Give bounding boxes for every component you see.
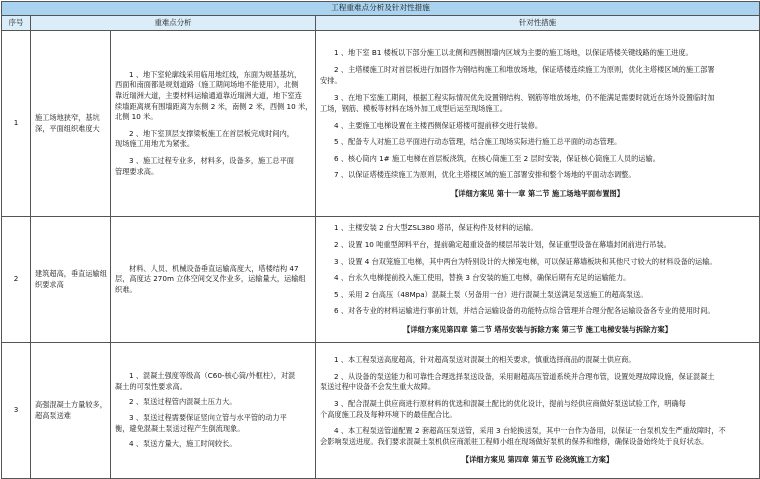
analysis-cell [111,343,316,479]
reference-note: 【详细方案见 第四章 第五节 砼浇筑施工方案】 [461,455,614,465]
analysis-line: 3 、泵送过程需要保证竖向立管与水平管的动力平 [129,413,287,422]
header-difficulty: 重难点分析 [31,16,316,31]
analysis-line: 管理要求高。 [115,166,159,176]
difficulty-cell [31,31,111,217]
table-title-row [2,2,760,16]
row-number: 1 [2,31,31,217]
analysis-line: 2 、泵送过程管内混凝土压力大。 [129,397,237,407]
measure-line: 泵送过程中设备不会发生重大故障。 [320,382,436,392]
analysis-line: 3 、施工过程专业多，材料多，设备多，施工总平面 [129,155,294,165]
measure-line: 4 、本工程泵送管道配置 2 套超高压泵送管，采用 3 台轮换送泵，其中一台作为备用，以保证一台泵机发生严重故障时，不 [334,426,726,436]
header-measures: 针对性措施 [316,16,760,31]
analysis-cell [111,217,316,343]
row-number: 2 [2,217,31,343]
analysis-line: 2 、地下室顶层支撑梁板施工在首层板完成时间内， [129,128,294,138]
measure-line: 4 、台永久电梯提前投入施工使用，替换 3 台安装的施工电梯，确保后期有充足的运输能力。 [334,273,631,283]
measures-cell [316,31,760,217]
analysis-line: 靠近瑞洲大道，主要材料运输通道靠近瑞洲大道，地下室连 [115,91,302,101]
measure-line: 7 、以保证塔楼连续施工为原则，优化主塔楼区域的施工部署安排和整个场地的平面动态调整。 [334,170,636,180]
measure-line: 3 、配合混凝土供应商进行原材料的优选和混凝土配比的优化设计，提前与经供应商做好泵送试验工作，明确每 [334,398,686,408]
analysis-line: 织难。 [115,284,137,294]
difficulty-cell [31,343,111,479]
measure-line: 会影响泵送进度。我们要求混凝土泵机供应商派驻工程师小组在现场做好泵机的保养和维修，确保设备始终处于良好状态。 [320,436,709,446]
measures-cell [316,217,760,343]
analysis-line: 4 、泵送方量大，施工时间较长。 [129,439,237,449]
analysis-line: 衡，避免混凝土泵送过程产生倒流现象。 [115,423,245,433]
measures-cell [316,343,760,479]
measure-line: 1 、主楼安装 2 台大型ZSL380 塔吊，保证构件及材料的运输。 [334,223,538,233]
analysis-line: 续墙距离规有围墙距离为东侧 2 米，南侧 2 米，西侧 10 米， [115,101,313,111]
analysis-line: 凝土的可泵性要求高。 [115,381,187,391]
difficulty-line: 高强混凝土方量较多， [35,399,107,409]
analysis-line: 北侧 10 米。 [115,112,158,122]
measure-line: 3 、设置 4 台双笼施工电梯，其中两台为特别设计的大梯笼电梯，可以保证幕墙板块和其他尺寸较大的材料设备的运输。 [334,256,717,266]
measure-line: 安排。 [320,75,342,85]
difficulty-line: 建筑超高，垂直运输组 [35,268,107,278]
analysis-line: 1 、混凝土强度等级高（C60-核心筒/外框柱），对混 [129,371,296,381]
difficulty-line: 织要求高 [35,279,64,289]
table-title: 工程重难点分析及针对性措施 [2,2,760,16]
header-no: 序号 [2,16,31,31]
measure-line: 1 、本工程泵送高度超高，针对超高泵送对混凝土的相关要求，慎重选择商品的混凝土供应商。 [334,355,636,365]
measure-line: 2 、主塔楼施工时对首层板进行加固作为钢结构施工和堆放场地，保证塔楼连续施工为原则，优化主塔楼区域的施工部署 [334,65,715,75]
table-row [2,343,760,479]
measure-line: 2 、设置 10 吨重型卸料平台，提前确定超重设备的楼层吊装计划，保证重型设备在幕墙封闭前进行吊装。 [334,240,671,250]
analysis-line: 1 、地下室轮廓线采用临用地红线，东面为规基基坑， [129,69,302,79]
analysis-line: 现场施工用地尤为紧张。 [115,139,195,149]
measure-line: 6 、对各专业的材料运输进行事前计划，并结合运输设备的功能特点综合管理并合理分配各运输设备各专业的使用时间。 [334,306,715,316]
analysis-line: 层，高度达 270m 立体空间交叉作业多，运输量大，运输组 [115,274,306,284]
difficulty-line: 施工场地狭窄，基坑 [35,112,100,122]
table-row [2,217,760,343]
difficulty-line: 超高泵送难 [35,410,71,420]
measure-line: 个高度施工段及每种环境下的最佳配合比。 [320,409,457,419]
difficulty-cell [31,217,111,343]
analysis-cell [111,31,316,217]
reference-note: 【详细方案见 第十一章 第二节 施工场地平面布置图】 [451,188,624,198]
measure-line: 6 、核心筒内 1# 施工电梯在首层板浇筑，在核心筒施工至 2 层时安装，保证核心筒施工人员的运输。 [334,153,660,163]
measure-line: 工场，钢筋、模板等材料在场外加工成型后运至现场施工。 [320,103,507,113]
measure-line: 3 、在地下室施工期间，根据工程实际情况优先设置钢结构、钢筋等堆放场地，仍不能满足需要时就近在场外设置临时加 [334,93,715,103]
difficulty-line: 深，平面组织难度大 [35,123,100,133]
table-row [2,31,760,217]
measure-line: 5 、采用 2 台高压（48Mpa）混凝土泵（另备用一台）进行混凝土泵送满足泵送施工的超高泵送。 [334,289,648,299]
measure-line: 5 、配备专人对施工总平面进行动态管理，结合施工现场实际进行施工总平面的动态管理。 [334,137,622,147]
reference-note: 【详细方案见第四章 第二节 塔吊安装与拆除方案 第三节 施工电梯安装与拆除方案】 [403,324,672,334]
analysis-line: 材料、人员、机械设备垂直运输高度大，塔楼结构 47 [129,263,299,273]
measure-line: 2 、从设备的泵送能力和可靠性合理选择泵送设备，采用耐超高压管道系统并合理布管，设置处理故障设施，保证混凝土 [334,371,715,381]
measure-line: 1 、地下室 B1 楼板以下部分施工以北侧和西侧围墙内区域为主要的施工场地，以保证塔楼关键线路的施工进度。 [334,47,693,57]
measure-line: 4 、主要施工电梯设置在主楼西侧保证塔楼可提前移交进行装修。 [334,120,543,130]
measures-table [1,1,760,479]
header-row [2,16,760,31]
analysis-line: 西面和南面都是规划道路（施工期间场地不能使用），北侧 [115,80,299,90]
row-number: 3 [2,343,31,479]
